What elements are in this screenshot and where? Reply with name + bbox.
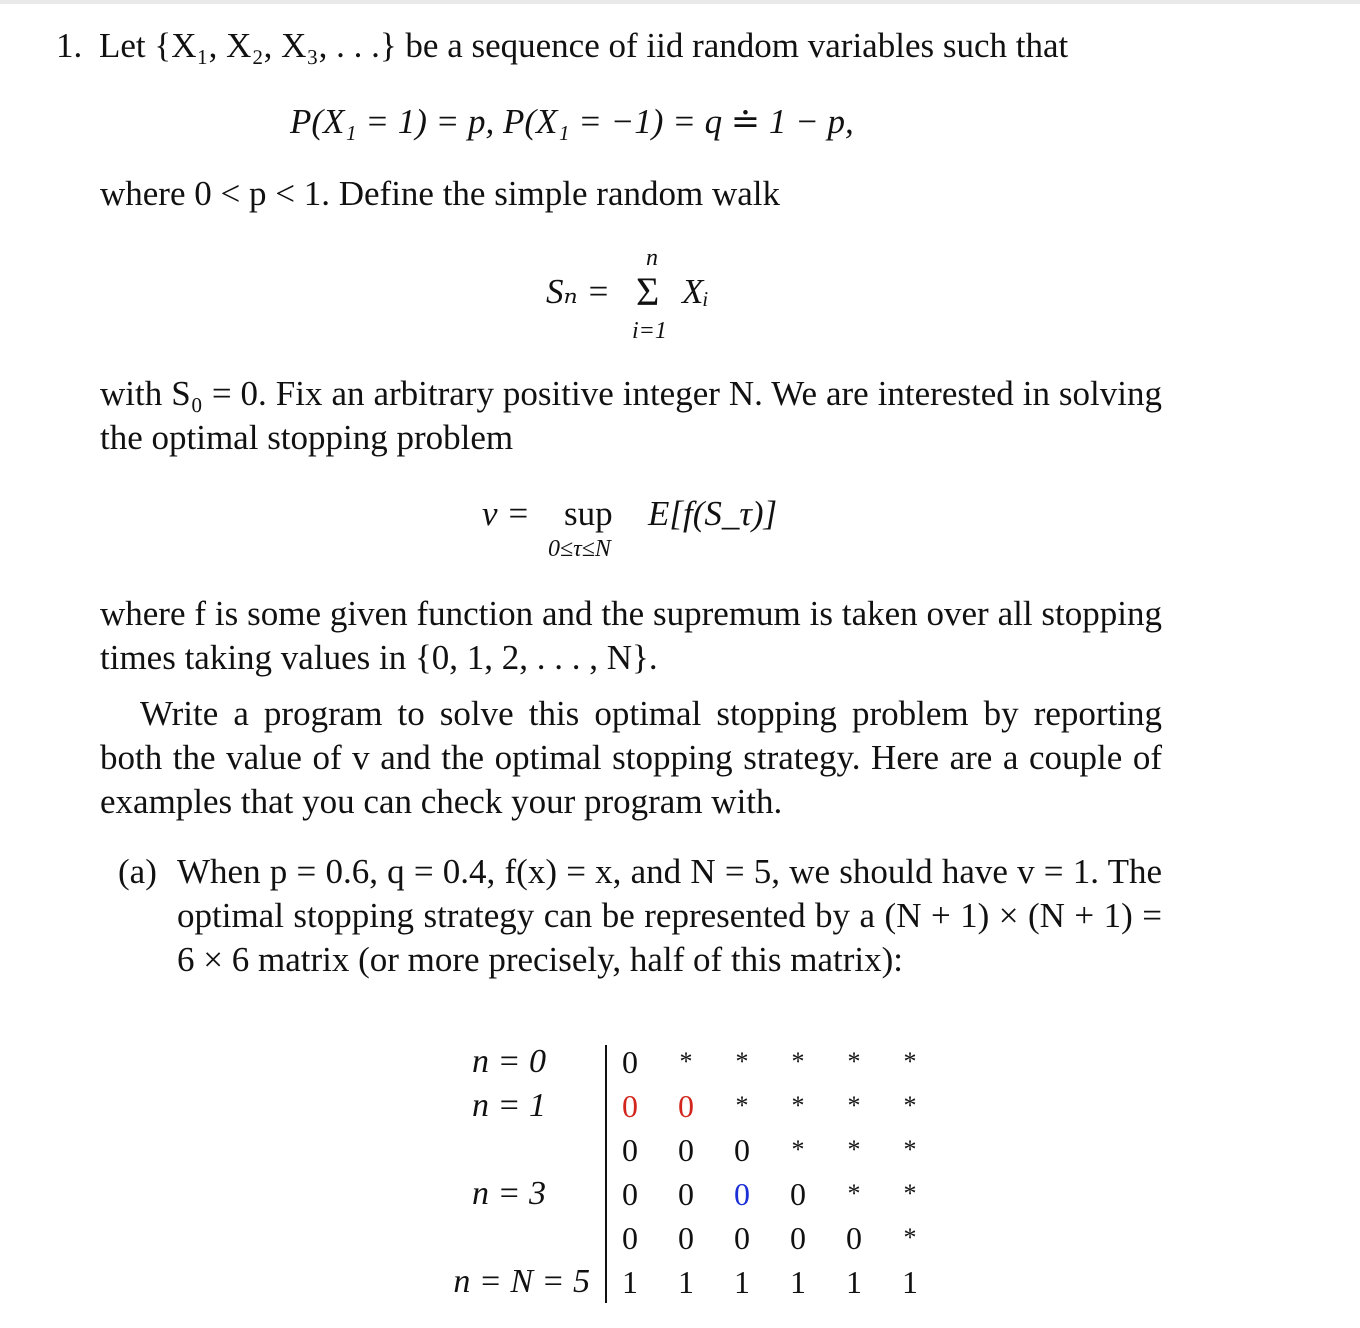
sup-lhs: v = <box>482 494 530 533</box>
paragraph-write-program: Write a program to solve this optimal stopping problem by reporting both the value of v and the optimal stopping strategy. Here are a couple of examples that you can check your program with. <box>100 694 1162 821</box>
sum-term: Xᵢ <box>682 272 709 311</box>
matrix-cell: 0 <box>622 1176 638 1212</box>
matrix-cell: * <box>847 1091 861 1120</box>
matrix-cell: * <box>679 1047 693 1076</box>
sum-upper: n <box>646 245 658 271</box>
matrix-cell: 1 <box>902 1264 918 1300</box>
matrix-cell: 0 <box>734 1220 750 1256</box>
sup-rhs: E[f(S_τ)] <box>648 494 778 533</box>
matrix-cell: 0 <box>734 1132 750 1168</box>
sup-operator: sup <box>564 494 613 533</box>
row-label: n = 1 <box>472 1087 546 1124</box>
matrix-cell: * <box>735 1047 749 1076</box>
intro-text: Let {X₁, X₂, X₃, . . .} be a sequence of iid random variables such that <box>99 26 1069 65</box>
matrix-cell: * <box>791 1047 805 1076</box>
item-a-label: (a) <box>118 852 157 891</box>
matrix-cell: * <box>903 1047 917 1076</box>
matrix-cell: * <box>903 1135 917 1164</box>
matrix-cell: 0 <box>622 1220 638 1256</box>
matrix-cell: * <box>903 1179 917 1208</box>
matrix-cell: 0 <box>790 1176 806 1212</box>
matrix-cell: 0 <box>846 1220 862 1256</box>
paragraph-with-s0: with S₀ = 0. Fix an arbitrary positive integer N. We are interested in solving the optimal stopping problem <box>100 374 1162 457</box>
matrix-cell-highlight-blue: 0 <box>734 1176 750 1212</box>
matrix-cell: 0 <box>678 1132 694 1168</box>
row-label: n = 3 <box>472 1175 546 1212</box>
matrix-cell: 1 <box>678 1264 694 1300</box>
sum-lower: i=1 <box>632 318 667 344</box>
matrix-cell: * <box>903 1223 917 1252</box>
matrix-cell-highlight-red: 0 <box>622 1088 638 1124</box>
paragraph-where-f: where f is some given function and the supremum is taken over all stopping times taking values in {0, 1, 2, . . . , N}. <box>100 594 1162 677</box>
sum-lhs: Sₙ = <box>546 272 611 311</box>
sigma-symbol: Σ <box>636 269 660 314</box>
sup-subscript: 0≤τ≤N <box>548 536 611 562</box>
matrix-cell-highlight-red: 0 <box>678 1088 694 1124</box>
matrix-cell: * <box>791 1135 805 1164</box>
matrix-cell: 0 <box>678 1220 694 1256</box>
matrix-cell: 0 <box>678 1176 694 1212</box>
probability-equation: P(X₁ = 1) = p, P(X₁ = −1) = q ≐ 1 − p, <box>290 102 854 141</box>
matrix-cell: * <box>791 1091 805 1120</box>
row-label: n = 0 <box>472 1043 546 1080</box>
row-label: n = N = 5 <box>453 1263 590 1300</box>
matrix-cell: * <box>735 1091 749 1120</box>
matrix-cell: * <box>847 1179 861 1208</box>
problem-number: 1. <box>56 26 83 65</box>
matrix-cell: 1 <box>846 1264 862 1300</box>
top-rule <box>0 0 1360 4</box>
where-line: where 0 < p < 1. Define the simple random walk <box>100 174 780 213</box>
problem-intro <box>56 24 1068 68</box>
matrix-cell: * <box>847 1135 861 1164</box>
matrix-cell: * <box>903 1091 917 1120</box>
matrix-cell: 1 <box>734 1264 750 1300</box>
item-a-text: When p = 0.6, q = 0.4, f(x) = x, and N = 5, we should have v = 1. The optimal stopping strategy can be represented by a (N + 1) × (N + 1) = 6 × 6 matrix (or more precisely, half of this matrix): <box>177 852 1162 979</box>
matrix-cell: 0 <box>622 1132 638 1168</box>
matrix-cell: * <box>847 1047 861 1076</box>
matrix-cell: 1 <box>790 1264 806 1300</box>
matrix-cell: 0 <box>790 1220 806 1256</box>
matrix-cell: 1 <box>622 1264 638 1300</box>
matrix-cell: 0 <box>622 1044 638 1080</box>
